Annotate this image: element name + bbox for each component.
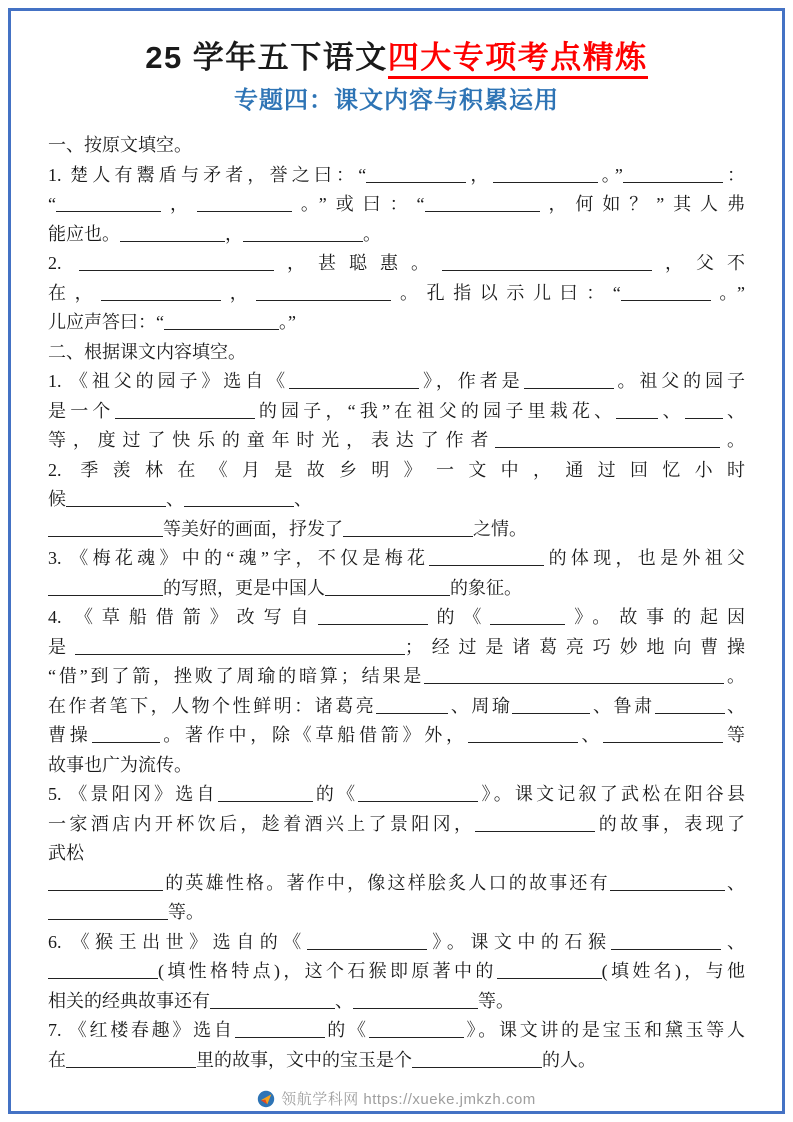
site-logo-icon [257, 1090, 275, 1112]
text-segment: 的园子，“我”在祖父的园子里栽花、 [254, 400, 617, 421]
text-line [48, 692, 745, 722]
text-segment: 》。课文中的石猴 [426, 931, 612, 952]
text-segment: 、周瑜 [448, 695, 513, 716]
text-line [48, 426, 745, 456]
title-red-text: 四大专项考点精炼 [388, 40, 648, 79]
text-segment: 》。课文记叙了武松在阳谷县 [478, 784, 746, 804]
text-segment: 。” [279, 312, 296, 332]
blank-underline [56, 195, 161, 212]
blank-underline [493, 166, 598, 183]
footer-url[interactable]: https://xueke.jmkzh.com [363, 1091, 536, 1108]
text-segment: ，何如？”其人弗 [539, 194, 745, 214]
text-line [48, 721, 745, 751]
text-segment: 等。 [168, 902, 204, 922]
page-title [48, 38, 745, 78]
text-segment: ， [221, 282, 257, 303]
text-line [48, 928, 745, 958]
text-segment: 之情。 [473, 518, 527, 539]
section-heading: 二、根据课文内容填空。 [48, 341, 246, 362]
text-segment: 、鲁肃 [590, 695, 655, 716]
text-segment: 的故事，表现了 [595, 813, 745, 834]
page-subtitle: 专题四：课文内容与积累运用 [234, 87, 559, 114]
blank-underline [358, 785, 478, 802]
text-segment: 一家酒店内开杯饮后，趁着酒兴上了景阳冈， [48, 813, 476, 834]
text-line [48, 220, 745, 250]
blank-underline [497, 962, 602, 979]
text-segment: 3. 《梅花魂》中的“魂”字，不仅是梅花 [48, 548, 430, 568]
text-segment: 在， [48, 282, 102, 303]
text-segment: 故事也广为流传。 [48, 754, 192, 775]
text-segment: 的《 [324, 1020, 369, 1040]
blank-underline [164, 313, 279, 330]
text-segment: 的写照，更是中国人 [163, 577, 325, 598]
text-segment: 。”或曰：“ [291, 194, 425, 214]
blank-underline [425, 195, 540, 212]
text-line [48, 957, 745, 987]
page-footer [0, 1088, 793, 1112]
blank-underline [353, 992, 478, 1009]
text-segment: “ [48, 194, 56, 214]
text-segment: 5. 《景阳冈》选自 [48, 784, 218, 804]
text-line [48, 544, 745, 574]
text-segment: 、 [335, 990, 353, 1011]
question-block [48, 928, 745, 1017]
blank-underline [210, 992, 335, 1009]
text-segment: 的英雄性格。著作中，像这样脍炙人口的故事还有 [163, 872, 610, 893]
content-area [48, 38, 745, 1075]
question-block [48, 161, 745, 250]
question-block [48, 544, 745, 603]
text-line [48, 898, 745, 928]
text-segment: ， [225, 223, 243, 244]
title-black-text: 25 学年五下语文 [145, 40, 388, 75]
text-segment: 能应也。 [48, 223, 120, 244]
blank-underline [48, 874, 163, 891]
blank-underline [115, 402, 255, 419]
text-segment: 。 [724, 666, 746, 686]
question-block [48, 456, 745, 545]
blank-underline [120, 225, 225, 242]
blank-underline [475, 815, 595, 832]
blank-underline [289, 372, 419, 389]
text-segment: 的人。 [542, 1049, 596, 1070]
text-line [48, 1046, 745, 1076]
text-segment: 2. [48, 253, 79, 273]
text-line [48, 515, 745, 545]
blank-underline [512, 697, 590, 714]
text-segment: (填性格特点)，这个石猴即原著中的 [158, 961, 497, 981]
blank-underline [616, 402, 658, 419]
text-segment: 1. 《祖父的园子》选自《 [48, 371, 290, 391]
blank-underline [48, 520, 163, 537]
text-segment: 在作者笔下，人物个性鲜明：诸葛亮 [48, 695, 377, 716]
blank-underline [75, 638, 405, 655]
text-line [48, 603, 745, 633]
text-line [48, 485, 745, 515]
blank-underline [197, 195, 292, 212]
text-segment: 等 [723, 725, 745, 745]
blank-underline [307, 933, 427, 950]
text-segment: 是 [48, 636, 75, 657]
blank-underline [66, 1051, 196, 1068]
blank-underline [48, 579, 163, 596]
text-segment: 。 [363, 223, 381, 244]
section-heading: 一、按原文填空。 [48, 135, 192, 155]
blank-underline [66, 490, 166, 507]
text-segment: “借”到了箭，挫败了周瑜的暗算；结果是 [48, 666, 425, 686]
blank-underline [611, 933, 721, 950]
blank-underline [412, 1051, 542, 1068]
blank-underline [343, 520, 473, 537]
text-segment: 、 [724, 695, 746, 716]
text-line [48, 574, 745, 604]
text-segment: (填姓名)，与他 [601, 961, 745, 981]
text-segment: 、 [722, 400, 746, 421]
text-segment: ： [722, 164, 746, 185]
blank-underline [685, 402, 723, 419]
text-segment: 、 [658, 400, 685, 421]
blank-underline [243, 225, 363, 242]
text-line [48, 1016, 745, 1046]
text-segment: ， [161, 194, 197, 214]
blank-underline [468, 726, 578, 743]
text-line [48, 367, 745, 397]
blank-underline [490, 608, 565, 625]
blank-underline [218, 785, 313, 802]
text-line [48, 161, 745, 191]
text-segment: 相关的经典故事还有 [48, 990, 210, 1011]
blank-underline [79, 254, 274, 271]
question-block [48, 603, 745, 780]
blank-underline [623, 166, 723, 183]
text-segment: 、 [294, 489, 312, 509]
text-line [48, 633, 745, 663]
text-line [48, 456, 745, 486]
question-block [48, 780, 745, 928]
text-segment: 。 [720, 430, 745, 450]
text-segment: 的《 [427, 607, 491, 627]
blank-underline [495, 431, 720, 448]
blank-underline [48, 903, 168, 920]
blank-underline [621, 284, 711, 301]
text-segment: 。” [710, 282, 745, 303]
text-line [48, 397, 745, 427]
blank-underline [603, 726, 723, 743]
text-segment: 曹操 [48, 725, 92, 745]
text-segment: ；经过是诸葛亮巧妙地向曹操 [404, 636, 746, 657]
text-line [48, 279, 745, 309]
text-segment: 的象征。 [450, 577, 522, 598]
text-segment: 是一个 [48, 400, 115, 421]
text-line [48, 662, 745, 692]
blank-underline [655, 697, 725, 714]
text-segment: 等。 [478, 990, 514, 1011]
text-segment: ，甚聪惠。 [274, 253, 442, 273]
blank-underline [101, 284, 221, 301]
text-segment: 、 [721, 931, 746, 952]
text-segment: 里的故事，文中的宝玉是个 [196, 1049, 412, 1070]
text-line [48, 810, 745, 840]
text-segment: 等，度过了快乐的童年时光，表达了作者 [48, 430, 496, 450]
blank-underline [92, 726, 160, 743]
text-segment: 》。课文讲的是宝玉和黛玉等人 [463, 1020, 746, 1040]
text-line [48, 839, 745, 869]
text-segment: 在 [48, 1049, 66, 1070]
text-segment: 等美好的画面，抒发了 [163, 518, 343, 539]
blank-underline [184, 490, 294, 507]
text-segment: 的《 [312, 784, 359, 804]
blank-underline [376, 697, 448, 714]
text-segment: 6. 《猴王出世》选自的《 [48, 931, 307, 952]
text-segment: 1. 楚人有鬻盾与矛者，誉之曰：“ [48, 164, 367, 185]
text-segment: 儿应声答曰：“ [48, 312, 164, 332]
blank-underline [256, 284, 391, 301]
question-block [48, 1016, 745, 1075]
text-line [48, 987, 745, 1017]
text-segment: 》。故事的起因 [565, 607, 746, 627]
blank-underline [429, 549, 544, 566]
blank-underline [48, 962, 158, 979]
text-segment: 7. 《红楼春趣》选自 [48, 1020, 235, 1040]
blank-underline [318, 608, 428, 625]
text-segment: 4. 《草船借箭》改写自 [48, 607, 318, 627]
blank-underline [235, 1021, 325, 1038]
document-body [48, 131, 745, 1075]
text-segment: 。孔指以示儿曰：“ [391, 282, 621, 303]
text-segment: 武松 [48, 843, 84, 863]
blank-underline [369, 1021, 464, 1038]
text-segment: 》，作者是 [419, 371, 524, 391]
text-line [48, 869, 745, 899]
text-segment: 候 [48, 489, 66, 509]
text-line [48, 780, 745, 810]
text-segment: 、 [166, 489, 184, 509]
blank-underline [366, 166, 466, 183]
blank-underline [524, 372, 614, 389]
text-segment: ， [466, 164, 493, 185]
text-line [48, 308, 745, 338]
text-line [48, 249, 745, 279]
text-segment: ，父不 [652, 253, 745, 273]
question-block [48, 367, 745, 456]
blank-underline [610, 874, 725, 891]
text-segment: 。” [597, 164, 623, 185]
text-segment: 的体现，也是外祖父 [544, 548, 745, 568]
blank-underline [325, 579, 450, 596]
text-line [48, 751, 745, 781]
text-segment: 、 [577, 725, 604, 745]
blank-underline [442, 254, 652, 271]
footer-site-name: 领航学科网 [281, 1091, 359, 1108]
text-segment: 2. 季羡林在《月是故乡明》一文中，通过回忆小时 [48, 459, 745, 480]
text-segment: 。祖父的园子 [613, 371, 746, 391]
question-block [48, 249, 745, 338]
text-segment: 。著作中，除《草船借箭》外， [159, 725, 468, 745]
text-line [48, 190, 745, 220]
blank-underline [424, 667, 724, 684]
text-segment: 、 [724, 872, 746, 893]
